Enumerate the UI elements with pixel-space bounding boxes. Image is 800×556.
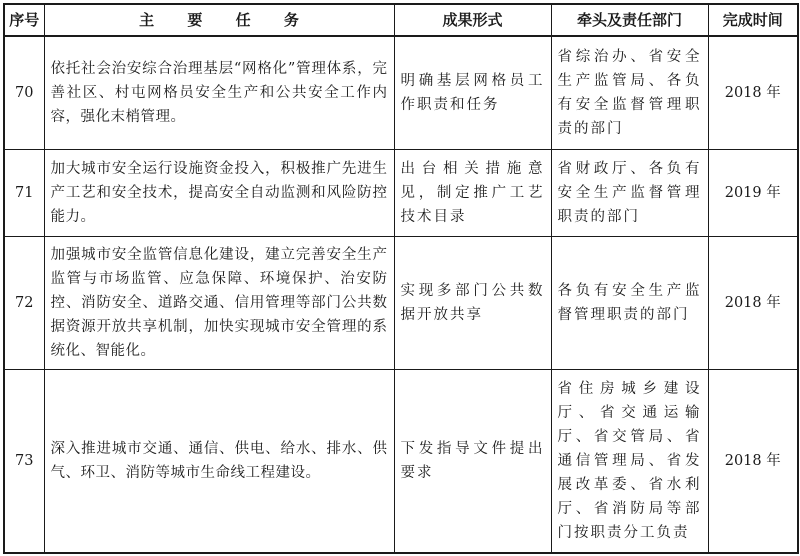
row-dept: 省住房城乡建设厅、省交通运输厅、省交管局、省通信管理局、省发展改革委、省水利厅、省消防局等部门按职责分工负责: [551, 370, 708, 554]
row-dept: 省财政厅、各负有安全生产监督管理职责的部门: [551, 150, 708, 237]
header-row: [4, 4, 798, 36]
header-result: 成果形式: [394, 4, 551, 36]
row-dept: 各负有安全生产监督管理职责的部门: [551, 237, 708, 370]
row-num: 73: [4, 370, 44, 554]
row-num: 71: [4, 150, 44, 237]
row-time: 2018 年: [708, 36, 798, 150]
row-num: 70: [4, 36, 44, 150]
row-task: 加大城市安全运行设施资金投入，积极推广先进生产工艺和安全技术，提高安全自动监测和风险防控能力。: [44, 150, 394, 237]
table-row: [4, 237, 798, 370]
header-num: 序号: [4, 4, 44, 36]
row-task: 加强城市安全监管信息化建设，建立完善安全生产监管与市场监管、应急保障、环境保护、治安防控、消防安全、道路交通、信用管理等部门公共数据资源开放共享机制，加快实现城市安全管理的系统化、智能化。: [44, 237, 394, 370]
table-row: [4, 370, 798, 554]
table-row: [4, 36, 798, 150]
row-time: 2018 年: [708, 237, 798, 370]
row-result: 实现多部门公共数据开放共享: [394, 237, 551, 370]
row-result: 明确基层网格员工作职责和任务: [394, 36, 551, 150]
row-time: 2019 年: [708, 150, 798, 237]
row-result: 下发指导文件提出要求: [394, 370, 551, 554]
header-dept: 牵头及责任部门: [551, 4, 708, 36]
row-result: 出台相关措施意见，制定推广工艺技术目录: [394, 150, 551, 237]
task-table: [3, 3, 799, 554]
row-num: 72: [4, 237, 44, 370]
table-row: [4, 150, 798, 237]
row-dept: 省综治办、省安全生产监管局、各负有安全监督管理职责的部门: [551, 36, 708, 150]
row-task: 深入推进城市交通、通信、供电、给水、排水、供气、环卫、消防等城市生命线工程建设。: [44, 370, 394, 554]
header-task: 主 要 任 务: [44, 4, 394, 36]
row-task: 依托社会治安综合治理基层“网格化”管理体系，完善社区、村屯网格员安全生产和公共安全工作内容，强化末梢管理。: [44, 36, 394, 150]
row-time: 2018 年: [708, 370, 798, 554]
header-time: 完成时间: [708, 4, 798, 36]
